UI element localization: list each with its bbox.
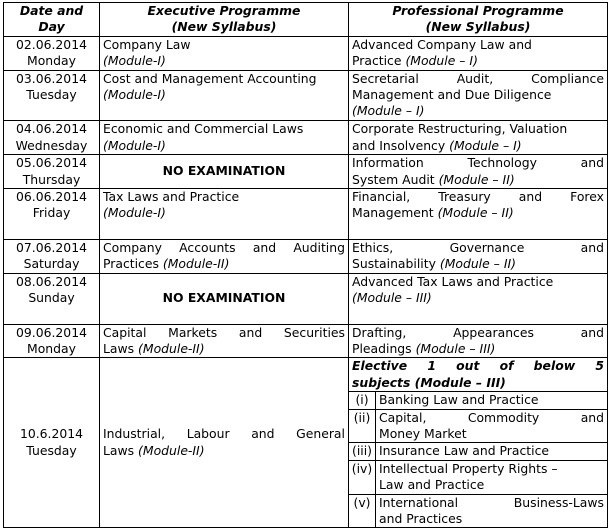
table-row [4, 239, 608, 273]
subject-number: (v) [349, 494, 376, 527]
date-cell [4, 36, 100, 70]
paper-word: Secretarial [352, 70, 419, 86]
subject-name [376, 409, 608, 443]
paper-word: Forex [570, 189, 604, 205]
paper-word: Accounts [179, 239, 236, 255]
table-row [4, 324, 608, 358]
header-prof-line2: (New Syllabus) [425, 19, 531, 35]
subject-number: (iii) [349, 443, 376, 460]
paper-word: Auditing [293, 239, 345, 255]
list-item [349, 494, 607, 527]
header-professional [349, 3, 608, 37]
subject-name: Insurance Law and Practice [376, 443, 608, 460]
paper-word: Appearances [453, 324, 534, 340]
header-date-line1: Date and [19, 3, 84, 18]
subject-name-line: Intellectual Property Rights – [379, 460, 558, 476]
day: Sunday [28, 290, 75, 306]
paper-word: and [518, 189, 543, 205]
paper-module: (Module-I) [103, 137, 166, 153]
paper-word: Information [352, 155, 424, 171]
paper-word: Financial, [352, 189, 411, 205]
elective-heading [349, 358, 607, 391]
paper-word: and [580, 155, 604, 171]
date-cell [4, 273, 100, 324]
paper-word: Ethics, [352, 239, 394, 255]
paper-word: and [580, 239, 604, 255]
paper-word: Governance [449, 239, 525, 255]
paper-word: Securities [283, 324, 345, 340]
paper-module: (Module-II) [138, 340, 205, 356]
paper-module: (Module-II) [162, 256, 230, 272]
day: Monday [27, 340, 76, 356]
elective-word: Elective [352, 358, 408, 374]
paper-word: and [252, 239, 277, 255]
paper-word: Audit, [456, 70, 494, 86]
paper-word: and [580, 324, 604, 340]
paper-word: Markets [168, 324, 218, 340]
list-item [349, 409, 607, 443]
paper-name: Company Law [103, 36, 191, 52]
header-row [4, 3, 608, 37]
date: 08.06.2014 [16, 273, 87, 289]
paper-name-cont: Practices [103, 256, 159, 272]
paper-name: Advanced Company Law and [352, 36, 532, 52]
paper-word: Capital [103, 324, 147, 340]
date: 06.06.2014 [16, 189, 87, 205]
paper-word: and [251, 426, 275, 442]
elective-word: out [456, 358, 480, 374]
paper-module: (Module – II) [439, 256, 516, 272]
date: 04.06.2014 [16, 121, 87, 137]
header-executive [100, 3, 349, 37]
subject-word: Commodity [467, 409, 540, 425]
subject-word: and [580, 409, 604, 425]
paper-name-cont: Laws [103, 442, 135, 458]
professional-paper [349, 70, 608, 121]
date-cell [4, 121, 100, 155]
date: 07.06.2014 [16, 239, 87, 255]
date-cell [4, 155, 100, 189]
paper-name-cont: Management [352, 205, 434, 221]
executive-paper [100, 121, 349, 155]
subject-word: Business-Laws [513, 494, 604, 510]
paper-name-cont: Sustainability [352, 256, 436, 272]
elective-subjects [349, 391, 607, 527]
table-row [4, 189, 608, 240]
professional-paper [349, 155, 608, 189]
paper-name-cont: and Insolvency [352, 137, 446, 153]
professional-paper [349, 189, 608, 240]
elective-word: 5 [595, 358, 604, 374]
date-cell [4, 358, 100, 528]
professional-paper [349, 324, 608, 358]
paper-module: (Module-I) [103, 205, 166, 221]
paper-name: Tax Laws and Practice [103, 189, 240, 205]
paper-word: Labour [186, 426, 230, 442]
header-date-day [4, 3, 100, 37]
subject-name-cont: Law and Practice [379, 477, 485, 493]
exam-schedule-table [3, 2, 608, 528]
paper-word: Company [103, 239, 162, 255]
date-cell [4, 189, 100, 240]
table-row [4, 70, 608, 121]
header-date-line2: Day [38, 19, 65, 35]
day: Tuesday [26, 442, 77, 458]
subject-number: (ii) [349, 409, 376, 443]
professional-paper [349, 239, 608, 273]
paper-module: (Module – I) [449, 137, 522, 153]
executive-paper [100, 70, 349, 121]
elective-subtitle: subjects (Module – III) [352, 374, 506, 390]
day: Monday [27, 53, 76, 69]
paper-module: (Module-I) [103, 87, 166, 103]
paper-word: General [296, 426, 345, 442]
date: 05.06.2014 [16, 155, 87, 171]
executive-paper [100, 36, 349, 70]
day: Tuesday [26, 87, 77, 103]
paper-name-cont: Practice [352, 53, 402, 69]
paper-name: Advanced Tax Laws and Practice [352, 273, 554, 289]
subject-word: Capital, [379, 409, 427, 425]
header-exec-line1: Executive Programme [147, 3, 301, 18]
executive-paper [100, 324, 349, 358]
paper-module: (Module-II) [138, 442, 205, 458]
paper-module: (Module – III) [352, 290, 432, 306]
day: Thursday [22, 171, 81, 187]
executive-paper [100, 358, 349, 528]
paper-word: Drafting, [352, 324, 407, 340]
date-cell [4, 239, 100, 273]
paper-module: (Module – III) [415, 340, 496, 356]
subject-name: Banking Law and Practice [376, 392, 608, 409]
day: Saturday [23, 256, 80, 272]
subject-number: (i) [349, 392, 376, 409]
elective-word: 1 [427, 358, 436, 374]
professional-paper [349, 273, 608, 324]
header-exec-line2: (New Syllabus) [171, 19, 277, 35]
paper-module: (Module – II) [437, 205, 514, 221]
paper-word: Industrial, [103, 426, 166, 442]
paper-word: Treasury [438, 189, 491, 205]
paper-name-cont: Laws [103, 340, 135, 356]
no-examination: NO EXAMINATION [100, 155, 349, 189]
date: 09.06.2014 [16, 324, 87, 340]
subject-name [376, 494, 608, 527]
paper-name-cont: Management and Due Diligence [352, 87, 552, 103]
elective-word: below [533, 358, 576, 374]
paper-name-cont: Pleadings [352, 340, 412, 356]
paper-name: Cost and Management Accounting [103, 70, 317, 86]
elective-cell [349, 358, 608, 528]
subject-name [376, 460, 608, 494]
table-row [4, 155, 608, 189]
table-row [4, 358, 608, 528]
executive-paper [100, 189, 349, 240]
date: 02.06.2014 [16, 36, 87, 52]
day: Friday [32, 205, 71, 221]
paper-name-cont: System Audit [352, 171, 435, 187]
date: 03.06.2014 [16, 70, 87, 86]
paper-name: Corporate Restructuring, Valuation [352, 121, 568, 137]
elective-word: of [499, 358, 514, 374]
date-cell [4, 70, 100, 121]
header-prof-line1: Professional Programme [392, 3, 564, 18]
paper-word: and [238, 324, 263, 340]
paper-module: (Module-I) [103, 53, 166, 69]
list-item [349, 460, 607, 494]
paper-module: (Module – I) [405, 53, 478, 69]
subject-word: International [379, 494, 459, 510]
subject-name-cont: Money Market [379, 425, 467, 441]
table-row [4, 36, 608, 70]
date: 10.6.2014 [19, 426, 84, 442]
paper-module: (Module – I) [352, 103, 425, 119]
table-row [4, 273, 608, 324]
subject-number: (iv) [349, 460, 376, 494]
date-cell [4, 324, 100, 358]
day: Wednesday [15, 137, 88, 153]
paper-module: (Module – II) [438, 171, 515, 187]
executive-paper [100, 239, 349, 273]
professional-paper [349, 36, 608, 70]
paper-word: Technology [467, 155, 537, 171]
professional-paper [349, 121, 608, 155]
table-row [4, 121, 608, 155]
paper-name: Economic and Commercial Laws [103, 121, 304, 137]
list-item [349, 392, 607, 409]
list-item [349, 443, 607, 460]
paper-word: Compliance [531, 70, 604, 86]
subject-name-cont: and Practices [379, 510, 463, 526]
no-examination: NO EXAMINATION [100, 273, 349, 324]
